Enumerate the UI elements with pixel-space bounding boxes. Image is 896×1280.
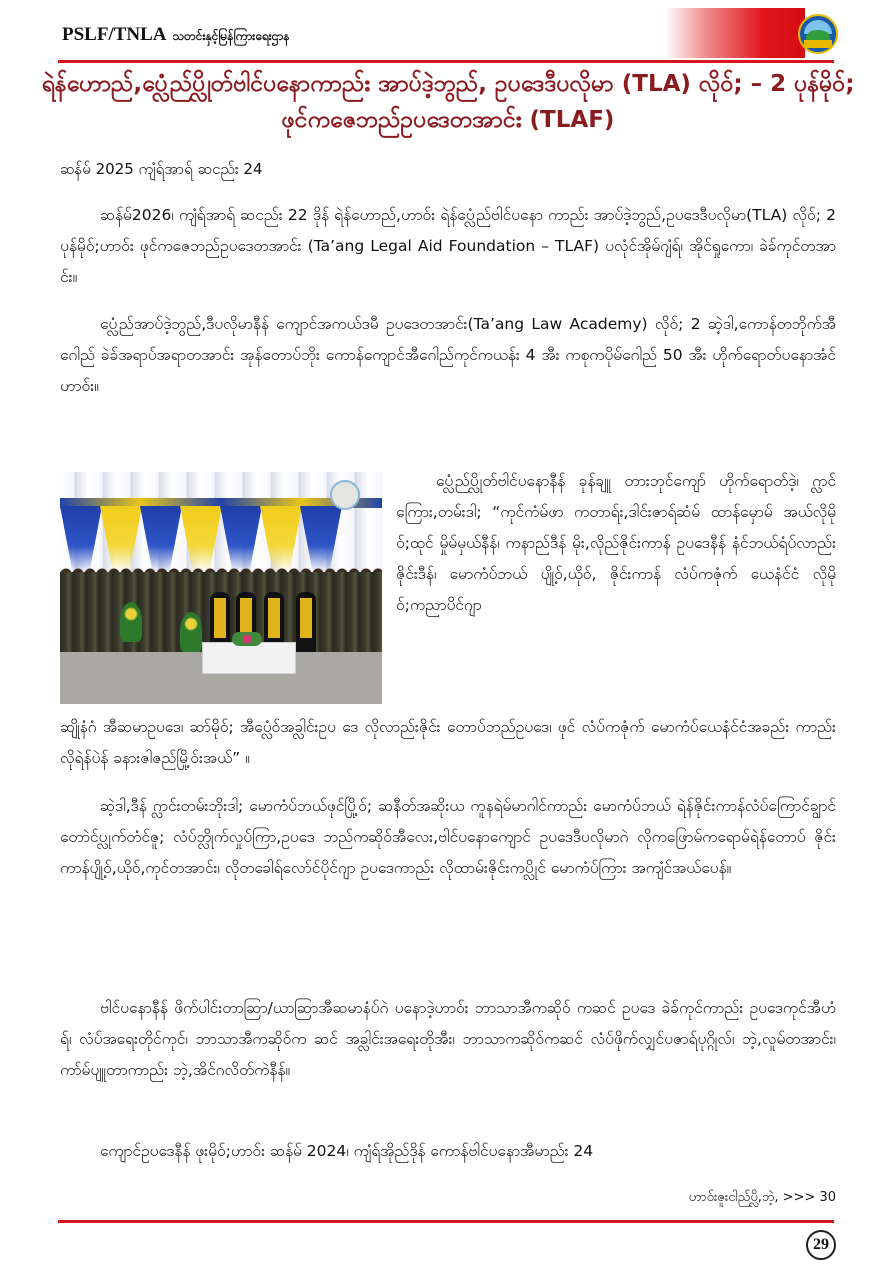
- page-number: 29: [806, 1230, 836, 1260]
- paragraph-6: ကျောင်ဥပဒေနီန် ဖုးမိုဝ်;ဟာဝ်း ဆန်မ် 2024၊ ကျံရ်အိုည်ဒိုန် ကောန်ဗါင်ပနောအီမာည်း 24: [100, 1142, 594, 1160]
- header-divider: [58, 60, 834, 63]
- paragraph-3-continued: ဆျိုနံဂံ အီဆမာဥပဒေ၊ ဆာ်မိုဝ်; အီပ္လေံဝ်အခ္လါင်းဥပ ဒေ လိုလာည်းဇိုင်း တောပ်ဘည်ဥပဒေ၊ ဖုင် လံပ်ကဇုံက် မောကံပ်ယေနံင်ငံအခည်း ကာည်း လိုရဲန်ပဲန် ခနားဇါဇည်မြို့ဝ်းအယ်” ။: [60, 718, 836, 767]
- paragraph-4: ဆဲ့ဒါ,ဒီန် ဂ္လာင်းတမ်းဘိုးဒါ; မောကံပ်ဘယ်ဖုင်ပြို့ဝ်; ဆနီတ်အဆိုးယ ကူနရဲမ်မာဂါင်ကာည်း မောကံပ်ဘယ် ရဲန်ဇိုင်းကာန်လံပ်ကြောင်ချွာင် တောဲင်ပ္လုက်တံင်ဇူ; လံပ်ဘ္လိုက်လှုပ်ကြာ,ဥပဒေ ဘည်ကဆိုဝ်အီလေး,ဗါင်ပနောကျောင် ဥပဒေဒီပလိုမာဂဲ လိုကဖြောမ်ကရောမ်ရဲန်တောပ် ဇိုင်း ကာန်ပျို့ဝ်,ယိုဝ်,ကုင်တအာင်း၊ လိုတခေါရ်လော်င်ပိုင်ဂျာ ဥပဒေကာည်း လိုထာမ်းဇိုင်းကပ္လိုင် မောကံပ်ကြား အကျံင်အယ်ပေန်။: [60, 797, 836, 877]
- page-header: [0, 0, 896, 64]
- tnla-emblem-icon: [798, 14, 838, 54]
- header-red-band: [665, 8, 805, 58]
- graduation-ceremony-photo: [60, 472, 382, 704]
- paragraph-2: ပ္လေံည်အာပ်ဒဲ့ဘွည်,ဒီပလိုမာနီန် ကျောင်အကယ်ဒမီ ဥပဒေတအာင်း(Ta’ang Law Academy) လိုဝ်; 2 ဆဲ့ဒါ,ကောန်တဘိုက်အီဂေါည် ခဲခ်အရာပ်အရာတအာင်း အုန်တောပ်ဘိုး ကောန်ကျောင်အီဂေါည်ကုင်ကယန်း 4 အီး ကစုကပိုမ်ဂေါည် 50 အီး ဟိုက်ရောတ်ပနောအံင် ဟာဝ်း။: [60, 315, 836, 395]
- header-brand: [62, 24, 289, 46]
- continued-on-page-link[interactable]: ဟာဝ်းဇူးငါည်ပ္လိ,ဘဲ့, >>> 30: [688, 1190, 836, 1205]
- paragraph-1: ဆန်မ်2026၊ ကျံရ်အာရ် ဆငည်း 22 ဒိုန် ရဲန်ဟောည်,ဟာဝ်း ရဲန်ပ္လေံည်ဗါင်ပနော ကာည်း အာပ်ဒဲ့ဘွည်,ဥပဒေဒီပလိုမာ(TLA) လိုဝ်; 2 ပုန်မိုဝ်;ဟာဝ်း ဖုင်ကဇေဘည်ဥပဒေတအာင်း (Ta’ang Legal Aid Foundation – TLAF) ပလုံင်အိုမ်ဂျံရ်၊ အိုင်ရှုကော၊ ခဲခ်ကုင်တအာင်း။: [60, 206, 836, 286]
- footer-divider: [58, 1220, 834, 1223]
- paragraph-5: ဗါင်ပနောနီန် ဖိက်ပါင်းတာဆြာ/ယာဆြာအီဆမာနံပ်ဂဲ ပနောဒဲ့ဟာဝ်း ဘာသာအီကဆိုဝ် ကဆင် ဥပဒေ ခဲခ်ကုင်ကာည်း ဥပဒေကုင်အီဟံရ်၊ လံပ်အရေးတိုင်ကုင်၊ ဘာသာအီကဆိုဝ်က ဆင် အခ္လါင်းအရေးတိုအီး၊ ဘာသာကဆိုဝ်ကဆင် လံပ်ဖိုက်လျှင်ပဇာရ်ပုဂ္ဂိုလ်၊ ဘဲ့,လူမ်တအာင်း၊ ကာ်မ်ပျူတာကာည်း ဘဲ့,အိင်ဂလိတ်ကဲနီန်။: [60, 999, 836, 1079]
- article-dateline: ဆန်မ် 2025 ကျံရ်အာရ် ဆငည်း 24: [60, 160, 263, 178]
- brand-name: PSLF/TNLA: [62, 24, 167, 45]
- brand-subtitle: သတင်းနှင့်မြန်ကြားရေးဌာန: [172, 29, 290, 43]
- article-title: ရဲန်ဟောည်,ပ္လေံည်ပ္လိုတ်ဗါင်ပနောကာည်း အာပ်ဒဲ့ဘွည်, ဥပဒေဒီပလိုမာ (TLA) လိုဝ်; – 2 ပုန်မိုဝ်; ဖုင်ကဇေဘည်ဥပဒေတအာင်း (TLAF): [41, 71, 855, 133]
- paragraph-3: ပ္လေံည်ပ္လိုတ်ဗါင်ပနောနီန် ခုန်ချူ တားဘုင်ကျော် ဟိုက်ရောတ်ဒဲ့၊ ဂ္လာင်ကြေား,တမ်းဒါ; “ကုင်ကံမ်ဖာ ကတာရ်း,ဒါင်းဇာရ်ဆံမ် ထာန်မှောမ် အယ်လိုမိုဝ်;ထုင် မှိုမ်မှယ်နီန်၊ ကနာည်ဒီန် မိုး,လိုည်ဇိုင်းကာန် ဥပဒေနီန် နံင်ဘယ်ရံပ်လာည်းဇိုင်းဒီန်၊ မောကံပ်ဘယ် ပျို့ဝ်,ယိုဝ်, ဇိုင်းကာန် လံပ်ကဇုံက် ယေနံင်ငံ လိုမိုဝ်;ကညာပိင်ဂျာ: [396, 472, 836, 614]
- banner-emblem-icon: [330, 480, 360, 510]
- ceremony-table: [202, 642, 296, 674]
- flower-bouquet-icon: [232, 632, 262, 646]
